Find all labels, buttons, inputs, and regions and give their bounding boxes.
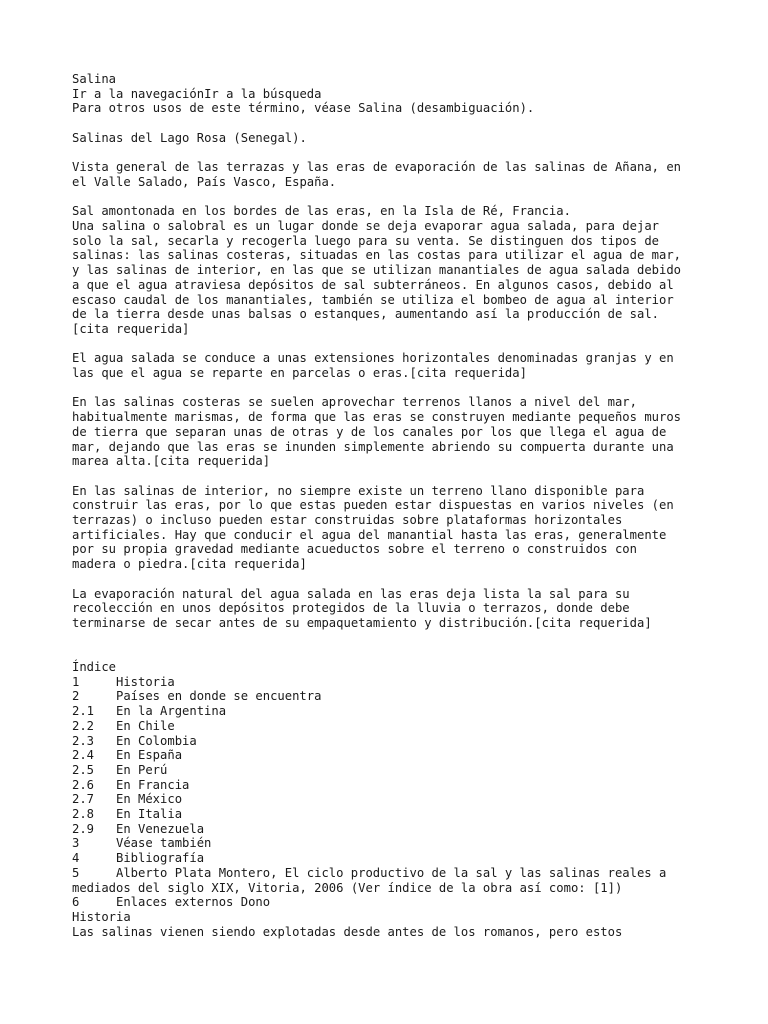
toc-item[interactable] <box>72 792 712 807</box>
paragraph-line: recolección en unos depósitos protegidos de la lluvia o terrazos, donde debe <box>72 601 630 616</box>
toc-item[interactable] <box>72 675 712 690</box>
article-paragraph <box>72 484 712 572</box>
paragraph-line: Una salina o salobral es un lugar donde se deja evaporar agua salada, para dejar <box>72 218 659 233</box>
toc-item[interactable] <box>72 895 712 910</box>
toc-item[interactable] <box>72 748 712 763</box>
toc-item[interactable] <box>72 822 712 837</box>
toc-label: En Chile <box>116 718 175 733</box>
nav-links[interactable]: Ir a la navegaciónIr a la búsqueda <box>72 86 322 101</box>
disambiguation-note: Para otros usos de este término, véase Salina (desambiguación). <box>72 101 535 116</box>
paragraph-line: artificiales. Hay que conducir el agua del manantial hasta las eras, generalmente <box>72 527 667 542</box>
paragraph-line: terminarse de secar antes de su empaquetamiento y distribución.[cita requerida] <box>72 615 652 630</box>
toc-number: 2.6 <box>72 777 95 792</box>
toc-item[interactable] <box>72 719 712 734</box>
toc-number: 2 <box>72 689 80 704</box>
paragraph-line: por su propia gravedad mediante acueductos sobre el terreno o construidos con <box>72 542 637 557</box>
paragraph-line: de la tierra desde unas balsas o estanques, aumentando así la producción de sal. <box>72 307 659 322</box>
toc-label: En la Argentina <box>116 704 227 719</box>
toc-label: En Colombia <box>116 733 197 748</box>
table-of-contents <box>72 660 712 910</box>
article-paragraphs <box>72 219 712 631</box>
toc-item[interactable] <box>72 778 712 793</box>
toc-label: Historia <box>116 674 175 689</box>
paragraph-line: madera o piedra.[cita requerida] <box>72 557 307 572</box>
paragraph-line: terrazas) o incluso pueden estar construidas sobre plataformas horizontales <box>72 513 623 527</box>
toc-item[interactable] <box>72 763 712 778</box>
toc-number: 2.1 <box>72 704 95 719</box>
section-heading-historia: Historia <box>72 909 131 924</box>
paragraph-line: marea alta.[cita requerida] <box>72 454 271 469</box>
toc-number: 2.7 <box>72 792 95 807</box>
toc-number: 2.5 <box>72 762 95 777</box>
toc-label: Bibliografía <box>116 851 205 866</box>
toc-label: Enlaces externos Dono <box>116 895 271 910</box>
paragraph-line: de tierra que separan unas de otras y de los canales por los que llega el agua de <box>72 424 667 439</box>
caption-lago-rosa: Salinas del Lago Rosa (Senegal). <box>72 130 307 145</box>
historia-text: Las salinas vienen siendo explotadas desde antes de los romanos, pero estos <box>72 924 623 939</box>
toc-label-continued: mediados del siglo XIX, Vitoria, 2006 (Ver índice de la obra así como: [1]) <box>72 880 623 895</box>
toc-label: Países en donde se encuentra <box>116 689 322 704</box>
paragraph-line: habitualmente marismas, de forma que las eras se construyen mediante pequeños muros <box>72 410 682 425</box>
toc-number: 2.9 <box>72 821 95 836</box>
toc-number: 5 <box>72 865 80 880</box>
toc-item[interactable] <box>72 704 712 719</box>
caption-isla-de-re: Sal amontonada en los bordes de las eras, en la Isla de Ré, Francia. <box>72 204 571 219</box>
toc-number: 2.8 <box>72 807 95 822</box>
paragraph-line: escaso caudal de los manantiales, también se utiliza el bombeo de agua al interior <box>72 292 674 307</box>
article-paragraph <box>72 395 712 469</box>
caption-anana <box>72 160 712 189</box>
toc-number: 2.2 <box>72 718 95 733</box>
paragraph-line: construir las eras, por lo que estas pueden estar dispuestas en varios niveles (en <box>72 498 674 513</box>
toc-number: 6 <box>72 895 80 910</box>
paragraph-line: solo la sal, secarla y recogerla luego para su venta. Se distinguen dos tipos de <box>72 233 659 248</box>
page-title: Salina <box>72 72 117 86</box>
caption-anana-line: el Valle Salado, País Vasco, España. <box>72 174 337 189</box>
toc-label: En España <box>116 748 183 763</box>
paragraph-line: y las salinas de interior, en las que se utilizan manantiales de agua salada debido <box>72 263 682 278</box>
toc-number: 4 <box>72 851 80 866</box>
toc-label: En Francia <box>116 777 190 792</box>
toc-label: Alberto Plata Montero, El ciclo productivo de la sal y las salinas reales a <box>116 865 667 880</box>
caption-anana-line: Vista general de las terrazas y las eras de evaporación de las salinas de Añana, en <box>72 160 682 175</box>
paragraph-line: En las salinas de interior, no siempre existe un terreno llano disponible para <box>72 483 645 498</box>
toc-item[interactable] <box>72 689 712 704</box>
toc-item[interactable] <box>72 836 712 851</box>
toc-label: En Perú <box>116 762 168 777</box>
toc-item[interactable] <box>72 851 712 866</box>
toc-number: 2.3 <box>72 733 95 748</box>
toc-label: En Italia <box>116 807 183 822</box>
paragraph-line: a que el agua atraviesa depósitos de sal subterráneos. En algunos casos, debido al <box>72 277 674 292</box>
toc-number: 3 <box>72 836 80 851</box>
toc-item[interactable] <box>72 866 712 881</box>
paragraph-line: las que el agua se reparte en parcelas o eras.[cita requerida] <box>72 366 527 380</box>
toc-label: Véase también <box>116 836 212 851</box>
article-paragraph <box>72 587 712 631</box>
toc-heading: Índice <box>72 660 117 674</box>
paragraph-line: El agua salada se conduce a unas extensiones horizontales denominadas granjas y en <box>72 351 674 366</box>
toc-item[interactable] <box>72 734 712 749</box>
article-paragraph <box>72 351 712 380</box>
paragraph-line: La evaporación natural del agua salada en las eras deja lista la sal para su <box>72 586 630 601</box>
toc-label: En Venezuela <box>116 821 205 836</box>
document-body <box>72 72 712 939</box>
toc-label: En México <box>116 792 183 807</box>
toc-item[interactable] <box>72 807 712 822</box>
toc-number: 1 <box>72 674 80 689</box>
paragraph-line: mar, dejando que las eras se inunden simplemente abriendo su compuerta durante una <box>72 439 674 454</box>
article-paragraph <box>72 219 712 337</box>
paragraph-line: salinas: las salinas costeras, situadas en las costas para utilizar el agua de mar, <box>72 248 682 263</box>
paragraph-line: [cita requerida] <box>72 321 190 336</box>
toc-number: 2.4 <box>72 748 95 763</box>
paragraph-line: En las salinas costeras se suelen aprovechar terrenos llanos a nivel del mar, <box>72 395 637 410</box>
